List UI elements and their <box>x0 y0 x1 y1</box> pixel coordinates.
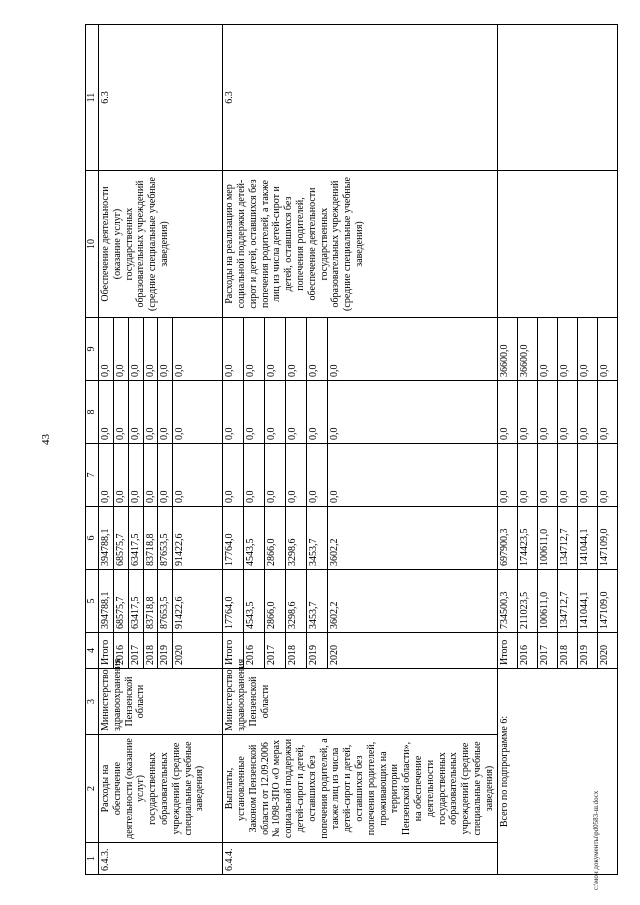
value-cell: 0,0 <box>244 444 265 507</box>
col-header: 7 <box>86 444 99 507</box>
value-cell: 0,0 <box>306 444 327 507</box>
value-cell: 4543,5 <box>244 570 265 633</box>
value-cell: 68575,7 <box>114 570 129 633</box>
value-cell: 0,0 <box>99 381 114 444</box>
value-cell: 0,0 <box>128 318 143 381</box>
rotated-table-container <box>85 25 610 875</box>
value-cell: 2866,0 <box>264 507 285 570</box>
value-cell: 394788,1 <box>99 507 114 570</box>
footer-file-path: c:\мои документы\pd0583-ш.docx <box>592 790 600 890</box>
value-cell: 0,0 <box>306 381 327 444</box>
value-cell: 3602,2 <box>327 507 497 570</box>
year-cell: 2017 <box>264 633 285 669</box>
value-cell: 0,0 <box>327 381 497 444</box>
value-cell: 0,0 <box>114 444 129 507</box>
value-cell: 0,0 <box>244 318 265 381</box>
value-cell: 0,0 <box>158 444 173 507</box>
value-cell: 697900,3 <box>497 507 517 570</box>
value-cell: 91422,6 <box>173 570 223 633</box>
item-name: Выплаты, установленные Законом Пензенской области от 12.09.2006 № 1098-ЗПО «О мерах социальной поддержки детей-сирот и детей, оставшихся без попечения родителей, а также лиц из числа детей-сирот и детей, оставшихся без попечения родителей, проживающих на территории Пензенской области», на обеспечение деятельности государственных образовательных учреждений (средние специальные учебные заведения) <box>223 735 497 843</box>
value-cell: 0,0 <box>223 318 244 381</box>
value-cell: 0,0 <box>597 318 617 381</box>
item-number: 6.4.4. <box>223 843 497 875</box>
item-indicator: Обеспечение деятельности (оказание услуг) государственных образовательных учреждений (средние специальные учебные заведения) <box>99 171 223 318</box>
item-executor: Министерство здравоохранения Пензенской области <box>223 669 497 735</box>
year-cell: 2019 <box>158 633 173 669</box>
page-number: 43 <box>40 434 52 445</box>
value-cell: 0,0 <box>173 444 223 507</box>
value-cell: 141044,1 <box>577 507 597 570</box>
value-cell: 0,0 <box>537 444 557 507</box>
col-header: 8 <box>86 381 99 444</box>
year-cell: 2020 <box>173 633 223 669</box>
value-cell: 3298,6 <box>285 507 306 570</box>
year-cell: 2019 <box>577 633 597 669</box>
value-cell: 0,0 <box>158 381 173 444</box>
value-cell: 0,0 <box>264 318 285 381</box>
value-cell: 0,0 <box>557 318 577 381</box>
value-cell: 134712,7 <box>557 507 577 570</box>
year-cell: 2018 <box>143 633 158 669</box>
value-cell: 134712,7 <box>557 570 577 633</box>
value-cell: 83718,8 <box>143 507 158 570</box>
value-cell: 0,0 <box>517 381 537 444</box>
value-cell: 0,0 <box>244 381 265 444</box>
value-cell: 0,0 <box>537 318 557 381</box>
value-cell: 17764,0 <box>223 507 244 570</box>
value-cell: 0,0 <box>114 318 129 381</box>
item-indicator: Расходы на реализацию мер социальной поддержки детей-сирот и детей, оставшихся без попечения родителей, а также лиц из числа детей-сирот и детей, оставшихся без попечения родителей, обеспечение деятельности государственных образовательных учреждений (средние специальные учебные заведения) <box>223 171 497 318</box>
value-cell: 0,0 <box>577 318 597 381</box>
value-cell: 0,0 <box>497 381 517 444</box>
table-row <box>223 25 244 875</box>
value-cell: 0,0 <box>114 381 129 444</box>
table-row <box>497 25 517 875</box>
value-cell: 0,0 <box>557 381 577 444</box>
year-cell: Итого <box>497 633 517 669</box>
table-row <box>99 25 114 875</box>
value-cell: 0,0 <box>99 318 114 381</box>
value-cell: 147109,0 <box>597 570 617 633</box>
year-cell: 2017 <box>128 633 143 669</box>
value-cell: 3453,7 <box>306 570 327 633</box>
col-header: 1 <box>86 843 99 875</box>
value-cell: 0,0 <box>99 444 114 507</box>
value-cell: 63417,5 <box>128 570 143 633</box>
value-cell: 0,0 <box>128 444 143 507</box>
item-name: Расходы на обеспечение деятельности (оказание услуг) государственных образовательных учреждений (средние специальные учебные заведения) <box>99 735 223 843</box>
year-cell: 2020 <box>327 633 497 669</box>
value-cell: 87653,5 <box>158 570 173 633</box>
value-cell: 0,0 <box>143 381 158 444</box>
value-cell: 83718,8 <box>143 570 158 633</box>
value-cell: 0,0 <box>577 381 597 444</box>
value-cell: 63417,5 <box>128 507 143 570</box>
value-cell: 147109,0 <box>597 507 617 570</box>
value-cell: 91422,6 <box>173 507 223 570</box>
value-cell: 0,0 <box>285 381 306 444</box>
value-cell: 68575,7 <box>114 507 129 570</box>
value-cell: 0,0 <box>285 444 306 507</box>
value-cell: 4543,5 <box>244 507 265 570</box>
value-cell: 0,0 <box>143 318 158 381</box>
value-cell: 0,0 <box>327 444 497 507</box>
year-cell: 2019 <box>306 633 327 669</box>
value-cell: 17764,0 <box>223 570 244 633</box>
item-number: 6.4.3. <box>99 843 223 875</box>
col-header: 11 <box>86 25 99 171</box>
value-cell: 0,0 <box>306 318 327 381</box>
value-cell: 0,0 <box>128 381 143 444</box>
header-row <box>86 25 99 875</box>
value-cell: 0,0 <box>577 444 597 507</box>
value-cell: 0,0 <box>497 444 517 507</box>
item-executor: Министерство здравоохранения Пензенской области <box>99 669 223 735</box>
value-cell: 394788,1 <box>99 570 114 633</box>
year-cell: 2018 <box>557 633 577 669</box>
year-cell: 2016 <box>114 633 129 669</box>
value-cell: 141044,1 <box>577 570 597 633</box>
value-cell: 36600,0 <box>497 318 517 381</box>
value-cell: 0,0 <box>285 318 306 381</box>
value-cell: 0,0 <box>173 381 223 444</box>
year-cell: Итого <box>99 633 114 669</box>
value-cell: 3602,2 <box>327 570 497 633</box>
item-code: 6.3 <box>223 25 497 171</box>
value-cell: 3298,6 <box>285 570 306 633</box>
total-code <box>497 25 617 171</box>
value-cell: 174423,5 <box>517 507 537 570</box>
year-cell: 2016 <box>244 633 265 669</box>
value-cell: 0,0 <box>143 444 158 507</box>
year-cell: 2018 <box>285 633 306 669</box>
value-cell: 100611,0 <box>537 507 557 570</box>
value-cell: 0,0 <box>158 318 173 381</box>
col-header: 10 <box>86 171 99 318</box>
value-cell: 36600,0 <box>517 318 537 381</box>
value-cell: 0,0 <box>517 444 537 507</box>
value-cell: 0,0 <box>537 381 557 444</box>
value-cell: 0,0 <box>173 318 223 381</box>
value-cell: 0,0 <box>264 444 285 507</box>
year-cell: 2017 <box>537 633 557 669</box>
total-indicator <box>497 171 617 318</box>
year-cell: Итого <box>223 633 244 669</box>
value-cell: 3453,7 <box>306 507 327 570</box>
item-code: 6.3 <box>99 25 223 171</box>
value-cell: 0,0 <box>557 444 577 507</box>
value-cell: 0,0 <box>223 444 244 507</box>
value-cell: 0,0 <box>264 381 285 444</box>
year-cell: 2016 <box>517 633 537 669</box>
col-header: 4 <box>86 633 99 669</box>
budget-table <box>85 24 618 875</box>
col-header: 5 <box>86 570 99 633</box>
value-cell: 0,0 <box>597 444 617 507</box>
value-cell: 0,0 <box>223 381 244 444</box>
value-cell: 2866,0 <box>264 570 285 633</box>
value-cell: 0,0 <box>597 381 617 444</box>
year-cell: 2020 <box>597 633 617 669</box>
col-header: 6 <box>86 507 99 570</box>
value-cell: 87653,5 <box>158 507 173 570</box>
value-cell: 211023,5 <box>517 570 537 633</box>
col-header: 2 <box>86 735 99 843</box>
col-header: 3 <box>86 669 99 735</box>
value-cell: 100611,0 <box>537 570 557 633</box>
value-cell: 734500,3 <box>497 570 517 633</box>
value-cell: 0,0 <box>327 318 497 381</box>
total-label: Всего по подпрограмме 6: <box>497 669 617 875</box>
col-header: 9 <box>86 318 99 381</box>
